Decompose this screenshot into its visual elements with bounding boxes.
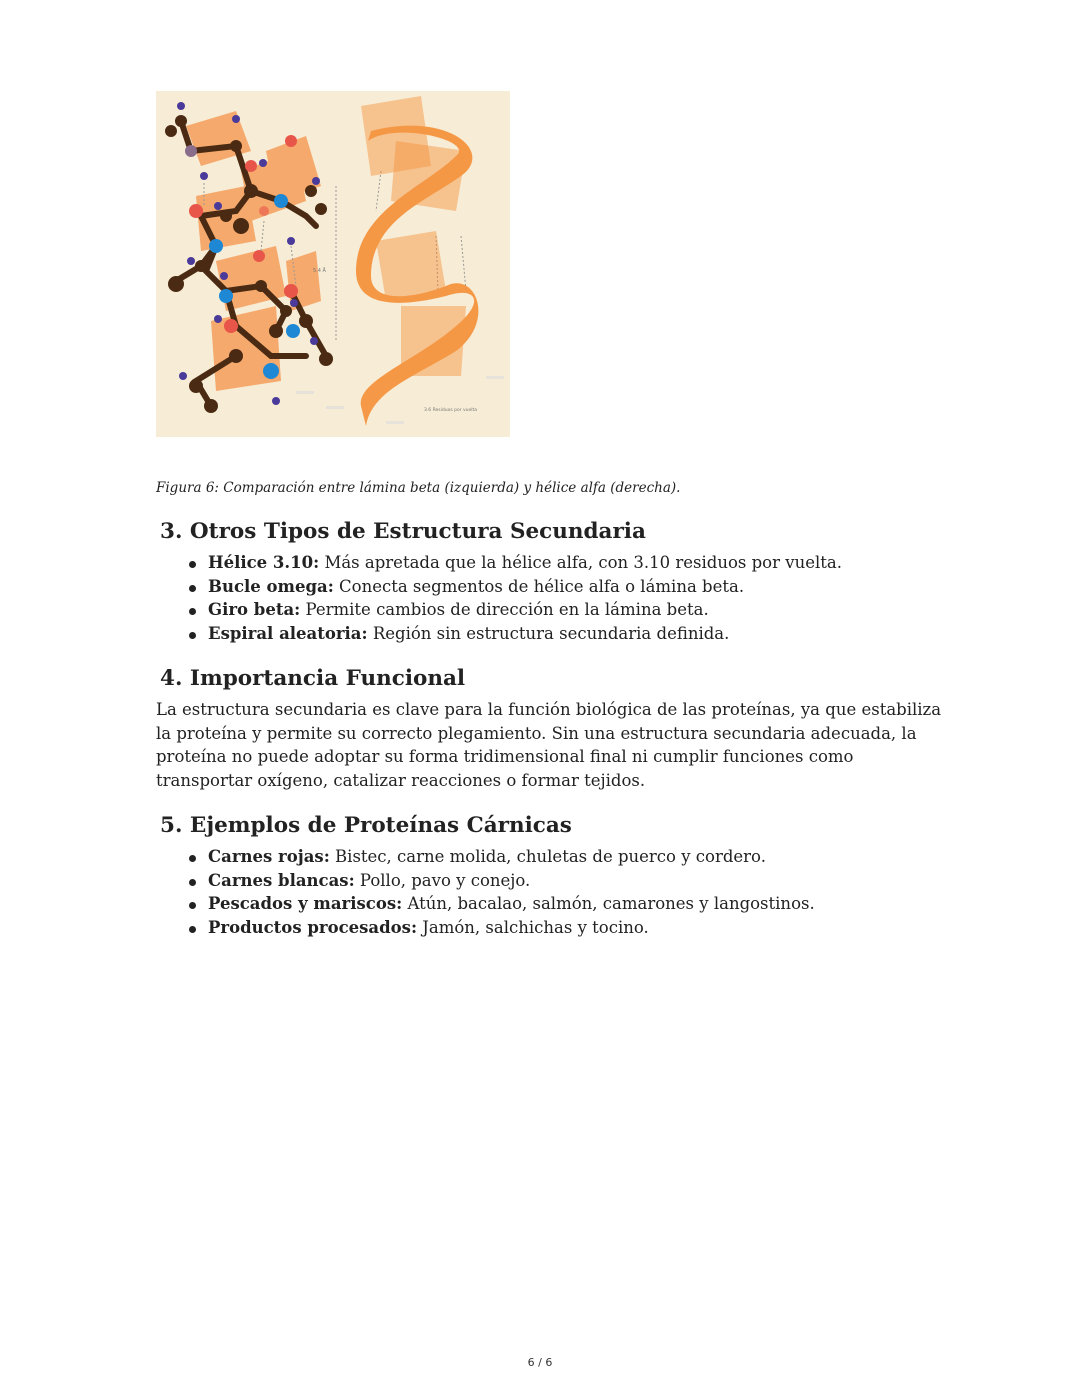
residues-label: 3.6 Residuos por vuelta <box>424 408 478 413</box>
list-item <box>186 869 815 893</box>
list-item-text: Conecta segmentos de hélice alfa o lámina beta. <box>333 576 745 596</box>
list-item <box>186 845 815 869</box>
list-item-text: Más apretada que la hélice alfa, con 3.10 residuos por vuelta. <box>319 553 842 572</box>
list-item-text: Bistec, carne molida, chuletas de puerco y cordero. <box>329 847 766 866</box>
list-item-term: Productos procesados: <box>208 918 418 938</box>
list-item-term: Giro beta: <box>208 600 301 620</box>
distance-label: 5.4 Å <box>313 268 326 274</box>
list-item-text: Pollo, pavo y conejo. <box>354 870 531 890</box>
list-item-term: Hélice 3.10: <box>208 553 320 572</box>
list-item-term: Carnes rojas: <box>208 847 330 866</box>
list-item <box>186 598 842 622</box>
list-item-text: Atún, bacalao, salmón, camarones y langostinos. <box>402 894 815 914</box>
list-item-term: Espiral aleatoria: <box>208 624 368 644</box>
list-item <box>186 622 842 646</box>
list-item-term: Pescados y mariscos: <box>208 894 403 914</box>
other-types-list <box>186 551 842 646</box>
list-item <box>186 575 842 599</box>
list-item <box>186 892 815 916</box>
functional-importance-paragraph: La estructura secundaria es clave para la función biológica de las proteínas, ya que estabiliza la proteína y permite su correcto plegamiento. Sin una estructura secundaria adecuada, la proteína no puede adoptar su forma tridimensional final ni cumplir funciones como transportar oxígeno, catalizar reacciones o formar tejidos. <box>156 700 942 791</box>
figure-caption: Figura 6: Comparación entre lámina beta (izquierda) y hélice alfa (derecha). <box>156 480 681 496</box>
list-item <box>186 551 842 575</box>
list-item-term: Carnes blancas: <box>208 870 355 890</box>
list-item-text: Región sin estructura secundaria definida. <box>367 624 730 644</box>
list-item-text: Jamón, salchichas y tocino. <box>417 918 649 938</box>
meat-proteins-list <box>186 845 815 940</box>
section-heading-meat-proteins: 5. Ejemplos de Proteínas Cárnicas <box>160 813 572 838</box>
page-number: 6 / 6 <box>527 1356 553 1369</box>
helix-illustration <box>156 91 510 437</box>
list-item <box>186 916 815 940</box>
list-item-term: Bucle omega: <box>208 576 334 596</box>
section-heading-other-types: 3. Otros Tipos de Estructura Secundaria <box>160 519 646 544</box>
list-item-text: Permite cambios de dirección en la lámina beta. <box>300 600 709 620</box>
section-heading-functional-importance: 4. Importancia Funcional <box>160 666 466 691</box>
protein-structure-figure <box>156 91 510 437</box>
